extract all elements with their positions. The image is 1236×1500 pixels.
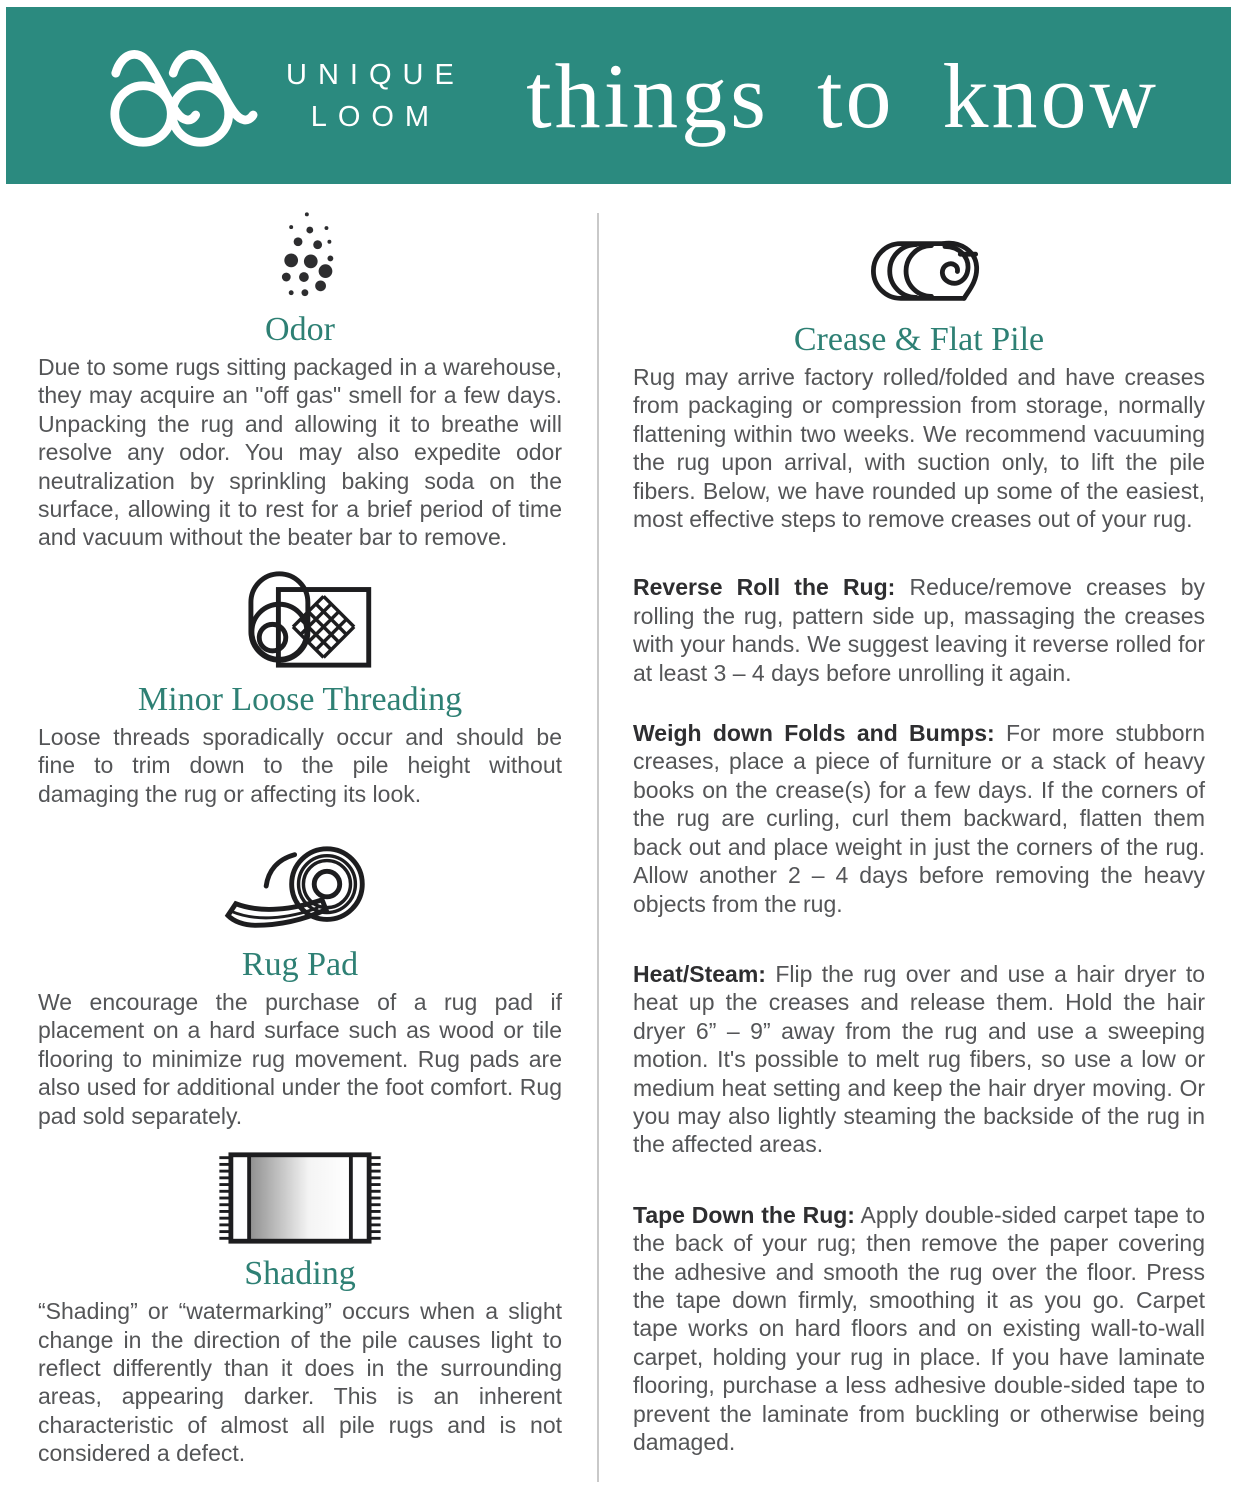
page-title: things to know (526, 44, 1159, 147)
section-title: Minor Loose Threading (137, 680, 463, 718)
section-title: Crease & Flat Pile (793, 321, 1045, 358)
odor-dots-icon (251, 208, 349, 302)
right-column (633, 195, 1205, 1456)
section-shading (38, 1150, 562, 1467)
tip-heat-steam (633, 960, 1205, 1159)
section-title: Rug Pad (241, 946, 359, 984)
tip-text: For more stubborn creases, place a piece of furniture or a stack of heavy books on the crease(s) for a few days. If the corners of the rug are curling, curl them backward, flatten them back out and place weight in just the corners of the rug. Allow another 2 – 4 days before removing the heavy objects from the rug. (633, 720, 1205, 917)
section-odor (38, 208, 562, 552)
rug-pad-roll-icon (224, 842, 376, 937)
section-body: Loose threads sporadically occur and should be fine to trim down to the pile height without damaging the rug or affecting its look. (38, 723, 562, 807)
brand-name-line2: LOOM (310, 100, 441, 133)
tip-text: Reduce/remove creases by rolling the rug, pattern side up, massaging the creases with your hands. We suggest leaving it reverse rolled for at least 3 – 4 days before unrolling it again. (633, 574, 1206, 686)
brand-logo (98, 40, 465, 152)
section-title: Odor (265, 311, 335, 348)
tip-weigh-down (633, 719, 1205, 918)
tip-label: Weigh down Folds and Bumps: (633, 720, 995, 747)
tip-text: Flip the rug over and use a hair dryer to heat up the creases and release them. Hold the hair dryer 6” – 9” away from the rug and use a sweeping motion. It's possible to melt rug fibers, so use a low or medium heat setting and keep the hair dryer moving. Or you may also lightly steaming the backside of the rug in the affected areas. (633, 960, 1205, 1158)
section-body: “Shading” or “watermarking” occurs when a slight change in the direction of the pile causes light to reflect differently than it does in the surrounding areas, appearing darker. This is an inherent characteristic of almost all pile rugs and is not considered a defect. (38, 1298, 562, 1467)
header-banner (6, 7, 1231, 184)
tip-label: Heat/Steam: (633, 960, 766, 987)
section-body: Due to some rugs sitting packaged in a warehouse, they may acquire an "off gas" smell for a few days. Unpacking the rug and allowing it to breathe will resolve any odor. You may also expedite odor neutralization by sprinkling baking soda on the surface, allowing it to rest for a brief period of time and vacuum without the beater bar to remove. (38, 354, 562, 551)
section-crease-flat-pile (633, 235, 1205, 1456)
rolled-rug-crosshatch-icon (220, 564, 380, 672)
shaded-rug-fringe-icon (215, 1150, 385, 1246)
tip-reverse-roll (633, 573, 1205, 687)
tip-label: Reverse Roll the Rug: (633, 574, 896, 601)
section-intro: Rug may arrive factory rolled/folded and have creases from packaging or compression from storage, normally flattening within two weeks. We recommend vacuuming the rug upon arrival, with suction only, to lift the pile fibers. Below, we have rounded up some of the easiest, most effective steps to remove creases out of your rug. (633, 364, 1205, 533)
section-body: We encourage the purchase of a rug pad if placement on a hard surface such as wood or tile flooring to minimize rug movement. Rug pads are also used for additional under the foot comfort. Rug pad sold separately. (38, 989, 562, 1129)
column-divider (597, 213, 599, 1482)
brand-name-line1: UNIQUE (286, 58, 465, 91)
tip-label: Tape Down the Rug: (633, 1201, 855, 1228)
brand-name (286, 54, 465, 138)
left-column (38, 195, 562, 1468)
section-title: Shading (244, 1255, 356, 1293)
rolled-rug-spiral-icon (855, 235, 983, 307)
tip-tape-down (633, 1201, 1205, 1457)
tip-text: Apply double-sided carpet tape to the back of your rug; then remove the paper covering the adhesive and smooth the rug over the floor. Press the tape down firmly, smoothing it as you go. Carpet tape works on hard floors and on existing wall-to-wall carpet, holding your rug in place. If you have laminate flooring, purchase a less adhesive double-sided tape to prevent the laminate from buckling or otherwise being damaged. (633, 1201, 1205, 1455)
section-minor-loose-threading (38, 564, 562, 808)
unique-loom-logo-icon (98, 40, 266, 152)
section-rug-pad (38, 842, 562, 1130)
